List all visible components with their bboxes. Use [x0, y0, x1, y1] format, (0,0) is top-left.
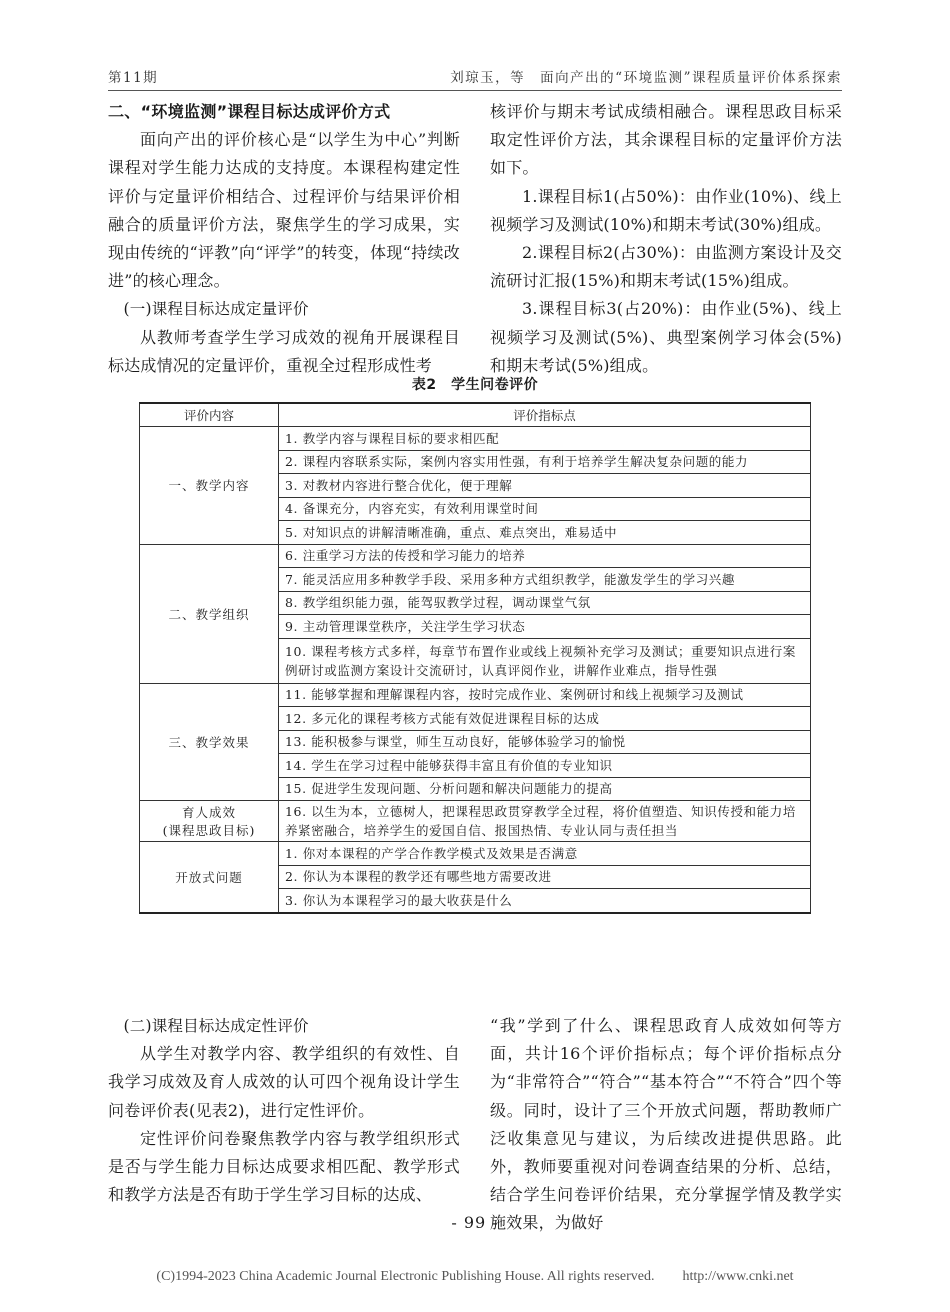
indicator-cell: 1. 教学内容与课程目标的要求相匹配: [279, 427, 811, 451]
table-row: [140, 427, 811, 451]
paragraph: 定性评价问卷聚焦教学内容与教学组织形式是否与学生能力目标达成要求相匹配、教学形式和教学方法是否有助于学生学习目标的达成、: [108, 1128, 460, 1205]
objective-item-1: 1.课程目标1(占50%)：由作业(10%)、线上视频学习及测试(10%)和期末考试(30%)组成。: [490, 186, 842, 234]
issue-label: 第11期: [108, 70, 159, 86]
questionnaire-table: [139, 402, 811, 914]
paragraph: 从教师考查学生学习成效的视角开展课程目标达成情况的定量评价，重视全过程形成性考: [108, 327, 460, 375]
table-header-row: [140, 403, 811, 427]
category-line: (课程思政目标): [162, 823, 256, 838]
paragraph: 从学生对教学内容、教学组织的有效性、自我学习成效及育人成效的认可四个视角设计学生问卷评价表(见表2)，进行定性评价。: [108, 1044, 460, 1120]
indicator-cell: 4. 备课充分，内容充实，有效利用课堂时间: [279, 497, 811, 521]
col-header-indicators: 评价指标点: [279, 403, 811, 427]
top-left-column: [108, 98, 460, 380]
objective-item-2: 2.课程目标2(占30%)：由监测方案设计及交流研讨汇报(15%)和期末考试(15%)组成。: [490, 243, 842, 291]
section-heading: 二、“环境监测”课程目标达成评价方式: [108, 102, 391, 121]
indicator-cell: 16. 以生为本，立德树人，把课程思政贯穿教学全过程，将价值塑造、知识传授和能力培养紧密融合，培养学生的爱国自信、报国热情、专业认同与责任担当: [279, 801, 811, 842]
indicator-cell: 12. 多元化的课程考核方式能有效促进课程目标的达成: [279, 707, 811, 731]
header-rule: [108, 90, 842, 91]
bottom-right-column: [490, 1012, 842, 1238]
indicator-cell: 1. 你对本课程的产学合作教学模式及效果是否满意: [279, 842, 811, 866]
subheading-quantitative: (一)课程目标达成定量评价: [123, 300, 309, 319]
running-title: 刘琼玉，等 面向产出的“环境监测”课程质量评价体系探索: [450, 70, 842, 86]
table-caption: 表2 学生问卷评价: [411, 377, 539, 393]
table-row: [140, 683, 811, 707]
paragraph: “我”学到了什么、课程思政育人成效如何等方面，共计16个评价指标点；每个评价指标点分为“非常符合”“符合”“基本符合”“不符合”四个等级。同时，设计了三个开放式问题，帮助教师广泛收集意见与建议，为后续改进提供思路。此外，教师要重视对问卷调查结果的分析、总结，结合学生问卷评价结果，充分掌握学情及教学实施效果，为做好: [490, 1016, 842, 1233]
category-cell: 开放式问题: [140, 842, 279, 913]
subheading-qualitative: (二)课程目标达成定性评价: [123, 1017, 309, 1035]
table-row: [140, 801, 811, 842]
indicator-cell: 2. 你认为本课程的教学还有哪些地方需要改进: [279, 865, 811, 889]
indicator-cell: 13. 能积极参与课堂，师生互动良好，能够体验学习的愉悦: [279, 730, 811, 754]
category-cell: 一、教学内容: [140, 427, 279, 545]
top-right-column: [490, 98, 842, 380]
category-cell: 二、教学组织: [140, 544, 279, 683]
indicator-cell: 3. 对教材内容进行整合优化，便于理解: [279, 474, 811, 498]
category-cell: 三、教学效果: [140, 683, 279, 801]
indicator-cell: 10. 课程考核方式多样，每章节布置作业或线上视频补充学习及测试；重要知识点进行案例研讨或监测方案设计交流研讨，认真评阅作业，讲解作业难点，指导性强: [279, 638, 811, 683]
indicator-cell: 14. 学生在学习过程中能够获得丰富且有价值的专业知识: [279, 754, 811, 778]
indicator-cell: 6. 注重学习方法的传授和学习能力的培养: [279, 544, 811, 568]
indicator-cell: 11. 能够掌握和理解课程内容，按时完成作业、案例研讨和线上视频学习及测试: [279, 683, 811, 707]
table-row: [140, 544, 811, 568]
objective-item-3: 3.课程目标3(占20%)：由作业(5%)、线上视频学习及测试(5%)、典型案例学习体会(5%)和期末考试(5%)组成。: [490, 299, 842, 375]
indicator-cell: 9. 主动管理课堂秩序，关注学生学习状态: [279, 615, 811, 639]
indicator-cell: 7. 能灵活应用多种教学手段、采用多种方式组织教学，能激发学生的学习兴趣: [279, 568, 811, 592]
category-cell: [140, 801, 279, 842]
copyright-footer: (C)1994-2023 China Academic Journal Electronic Publishing House. All rights reserved. http://www.cnki.net: [156, 1269, 794, 1284]
indicator-cell: 3. 你认为本课程学习的最大收获是什么: [279, 889, 811, 913]
indicator-cell: 2. 课程内容联系实际，案例内容实用性强，有利于培养学生解决复杂问题的能力: [279, 450, 811, 474]
paragraph: 核评价与期末考试成绩相融合。课程思政目标采取定性评价方法，其余课程目标的定量评价方法如下。: [490, 102, 842, 178]
page-number: - 99 -: [451, 1213, 499, 1232]
table-row: [140, 842, 811, 866]
indicator-cell: 8. 教学组织能力强，能驾驭教学过程，调动课堂气氛: [279, 591, 811, 615]
category-line: 育人成效: [181, 805, 236, 820]
indicator-cell: 15. 促进学生发现问题、分析问题和解决问题能力的提高: [279, 777, 811, 801]
indicator-cell: 5. 对知识点的讲解清晰准确，重点、难点突出，难易适中: [279, 521, 811, 545]
paragraph: 面向产出的评价核心是“以学生为中心”判断课程对学生能力达成的支持度。本课程构建定性评价与定量评价相结合、过程评价与结果评价相融合的质量评价方法，聚焦学生的学习成果，实现由传统的“评教”向“评学”的转变，体现“持续改进”的核心理念。: [108, 130, 460, 291]
bottom-left-column: [108, 1012, 460, 1209]
col-header-content: 评价内容: [140, 403, 279, 427]
